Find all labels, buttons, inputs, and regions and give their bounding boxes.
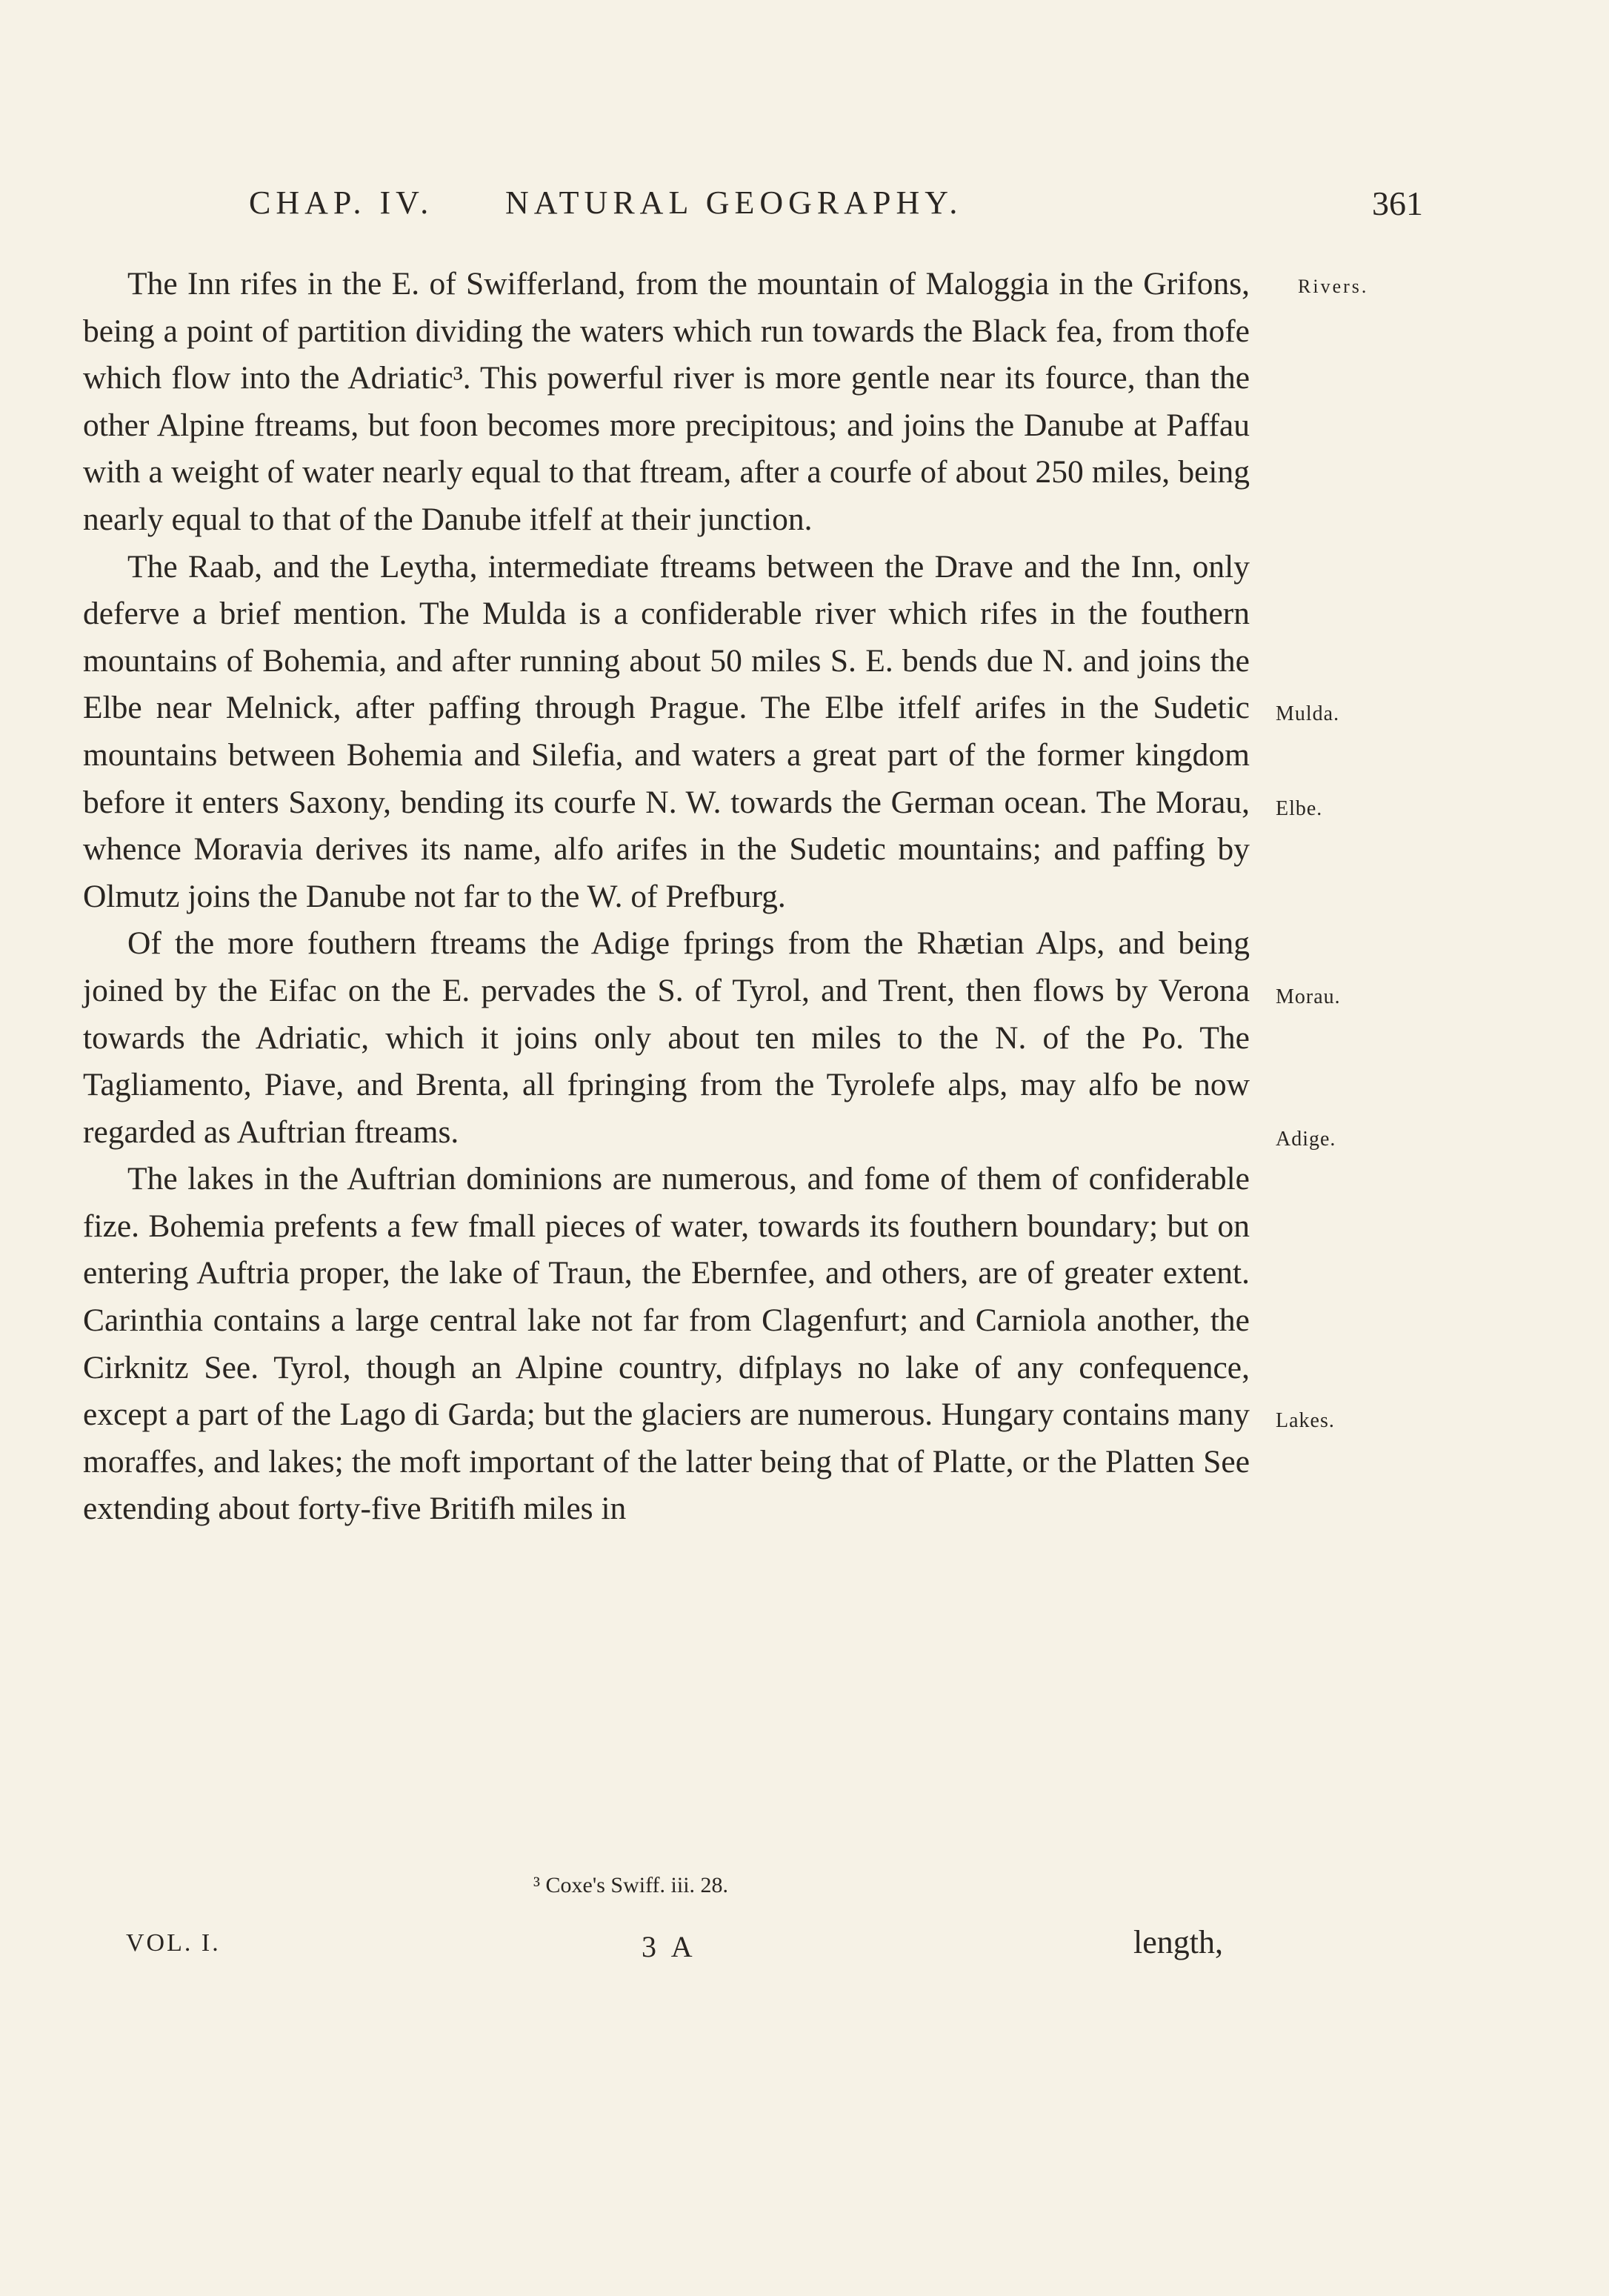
signature-row xyxy=(0,1923,1609,1975)
volume-label: VOL. I. xyxy=(126,1929,221,1957)
paragraph-inn: The Inn rifes in the E. of Swifferland, from the mountain of Maloggia in the Grifons, being a point of partition dividing the waters which run towards the Black fea, from thofe which flow into the Adriatic³. This powerful river is more gentle near its fource, than the other Alpine ftreams, but foon becomes more precipitous; and joins the Danube at Paffau with a weight of water nearly equal to that ftream, after a courfe of about 250 miles, being nearly equal to that of the Danube itfelf at their junction. xyxy=(83,266,1250,537)
body-text xyxy=(83,261,1250,1533)
signature-mark: 3 A xyxy=(642,1930,697,1963)
margin-note-lakes: Lakes. xyxy=(1276,1409,1335,1432)
margin-note-morau: Morau. xyxy=(1276,985,1341,1008)
paragraph-raab-mulda-elbe-morau: The Raab, and the Leytha, intermediate ftreams between the Drave and the Inn, only deferve a brief mention. The Mulda is a confiderable river which rifes in the fouthern mountains of Bohemia, and after running about 50 miles S. E. bends due N. and joins the Elbe near Melnick, after paffing through Prague. The Elbe itfelf arifes in the Sudetic mountains between Bohemia and Silefia, and waters a great part of the former kingdom before it enters Saxony, bending its courfe N. W. towards the German ocean. The Morau, whence Moravia derives its name, alfo arifes in the Sudetic mountains; and paffing by Olmutz joins the Danube not far to the W. of Prefburg. xyxy=(83,548,1250,914)
margin-note-adige: Adige. xyxy=(1276,1128,1336,1151)
catchword: length, xyxy=(1133,1924,1223,1960)
chapter-label: CHAP. IV. xyxy=(249,184,434,221)
margin-note-rivers: Rivers. xyxy=(1298,276,1369,297)
footnote: ³ Coxe's Swiff. iii. 28. xyxy=(533,1873,729,1897)
page-number: 361 xyxy=(1372,184,1423,222)
margin-note-elbe: Elbe. xyxy=(1276,797,1323,820)
running-head xyxy=(0,184,1609,236)
paragraph-lakes: The lakes in the Auftrian dominions are numerous, and fome of them of confiderable fize. Bohemia prefents a few fmall pieces of water, towards its fouthern boundary; but on entering Auftria proper, the lake of Traun, the Ebernfee, and others, are of greater extent. Carinthia contains a large central lake not far from Clagenfurt; and Carniola another, the Cirknitz See. Tyrol, though an Alpine country, difplays no lake of any confequence, except a part of the Lago di Garda; but the glaciers are numerous. Hungary contains many moraffes, and lakes; the moft important of the latter being that of Platte, or the Platten See extending about forty-five Britifh miles in xyxy=(83,1161,1250,1527)
margin-note-mulda: Mulda. xyxy=(1276,702,1340,725)
paragraph-adige: Of the more fouthern ftreams the Adige fprings from the Rhætian Alps, and being joined by the Eifac on the E. pervades the S. of Tyrol, and Trent, then flows by Verona towards the Adriatic, which it joins only about ten miles to the N. of the Po. The Tagliamento, Piave, and Brenta, all fpringing from the Tyrolefe alps, may alfo be now regarded as Auftrian ftreams. xyxy=(83,925,1250,1150)
page-title: NATURAL GEOGRAPHY. xyxy=(505,184,963,221)
